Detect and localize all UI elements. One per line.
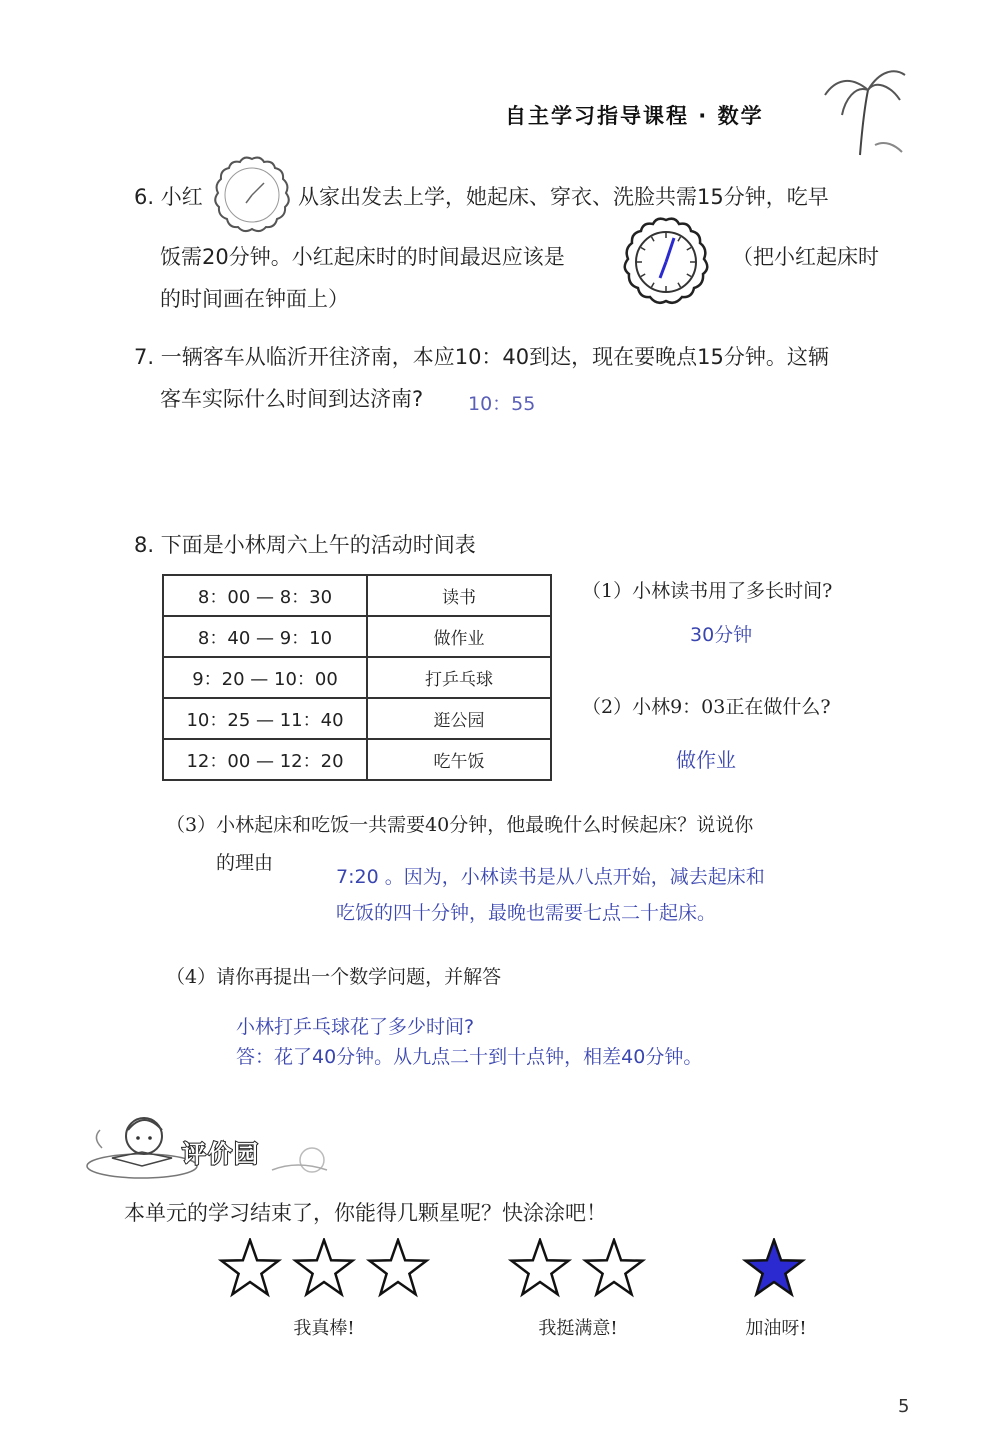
star-icon [222, 1240, 279, 1294]
q8-sub4-question: （4）请你再提出一个数学问题，并解答 [166, 966, 502, 988]
star-group-1[interactable] [218, 1238, 430, 1306]
schedule-activity: 打乒乓球 [367, 657, 551, 698]
clock-face-answer [620, 216, 712, 312]
q7-line2: 客车实际什么时间到达济南? [160, 387, 424, 411]
schedule-time: 8：00 — 8：30 [163, 575, 367, 616]
star-group-3[interactable] [742, 1238, 806, 1306]
header-decoration [820, 60, 910, 164]
q8-sub3-question-line1: （3）小林起床和吃饭一共需要40分钟，他最晚什么时候起床？说说你 [166, 814, 754, 836]
q6-line2-a: 饭需20分钟。小红起床时的时间最迟应该是 [160, 245, 565, 269]
q8-sub3-answer-line1: 7:20 。因为，小林读书是从八点开始，减去起床和 [336, 866, 765, 888]
schedule-activity: 读书 [367, 575, 551, 616]
table-row [163, 657, 551, 698]
star-row [508, 1238, 646, 1302]
evaluation-title: 评价园 [182, 1140, 260, 1168]
star-icon [586, 1240, 643, 1294]
table-row [163, 698, 551, 739]
q8-sub1-answer: 30分钟 [690, 624, 753, 646]
star-group-2[interactable] [508, 1238, 646, 1306]
q8-sub4-answer-line1: 小林打乒乓球花了多少时间? [236, 1016, 475, 1038]
clock-icon [212, 155, 292, 235]
star-label-great: 我真棒! [293, 1318, 355, 1339]
q7-line1: 7. 一辆客车从临沂开往济南，本应10：40到达，现在要晚点15分钟。这辆 [134, 345, 829, 369]
q6-line1-a: 6. 小红 [134, 185, 203, 209]
table-row [163, 739, 551, 780]
schedule-time: 10：25 — 11：40 [163, 698, 367, 739]
star-label-keep-going: 加油呀! [745, 1318, 807, 1339]
q8-title: 8. 下面是小林周六上午的活动时间表 [134, 533, 476, 557]
clock-face-start [212, 155, 292, 239]
q8-sub3-answer-line2: 吃饭的四十分钟，最晚也需要七点二十起床。 [336, 902, 717, 924]
schedule-time: 12：00 — 12：20 [163, 739, 367, 780]
q6-line3: 的时间画在钟面上） [160, 287, 349, 311]
clock-icon [620, 216, 712, 308]
schedule-activity: 做作业 [367, 616, 551, 657]
q8-sub3-question-line2: 的理由 [216, 852, 274, 874]
schedule-time: 8：40 — 9：10 [163, 616, 367, 657]
evaluation-prompt: 本单元的学习结束了，你能得几颗星呢？快涂涂吧！ [124, 1201, 607, 1225]
star-label-satisfied: 我挺满意! [538, 1318, 618, 1339]
star-row [218, 1238, 430, 1302]
palm-tree-icon [820, 60, 910, 160]
q6-line1-b: 从家出发去上学，她起床、穿衣、洗脸共需15分钟，吃早 [298, 185, 829, 209]
page-number: 5 [898, 1396, 910, 1417]
q6-line2-b: （把小红起床时 [732, 245, 879, 269]
star-icon [746, 1240, 803, 1294]
q7-answer: 10：55 [468, 393, 536, 415]
schedule-activity: 吃午饭 [367, 739, 551, 780]
schedule-activity: 逛公园 [367, 698, 551, 739]
star-icon [512, 1240, 569, 1294]
star-icon [296, 1240, 353, 1294]
header-title: 自主学习指导课程 · 数学 [505, 104, 764, 128]
schedule-table [162, 574, 552, 781]
star-row [742, 1238, 806, 1302]
schedule-time: 9：20 — 10：00 [163, 657, 367, 698]
q8-sub2-question: （2）小林9：03正在做什么? [582, 696, 831, 718]
q8-sub2-answer: 做作业 [676, 748, 736, 772]
table-row [163, 616, 551, 657]
table-row [163, 575, 551, 616]
q8-sub4-answer-line2: 答：花了40分钟。从九点二十到十点钟，相差40分钟。 [236, 1046, 703, 1068]
q8-sub1-question: （1）小林读书用了多长时间? [582, 580, 833, 602]
star-icon [370, 1240, 427, 1294]
